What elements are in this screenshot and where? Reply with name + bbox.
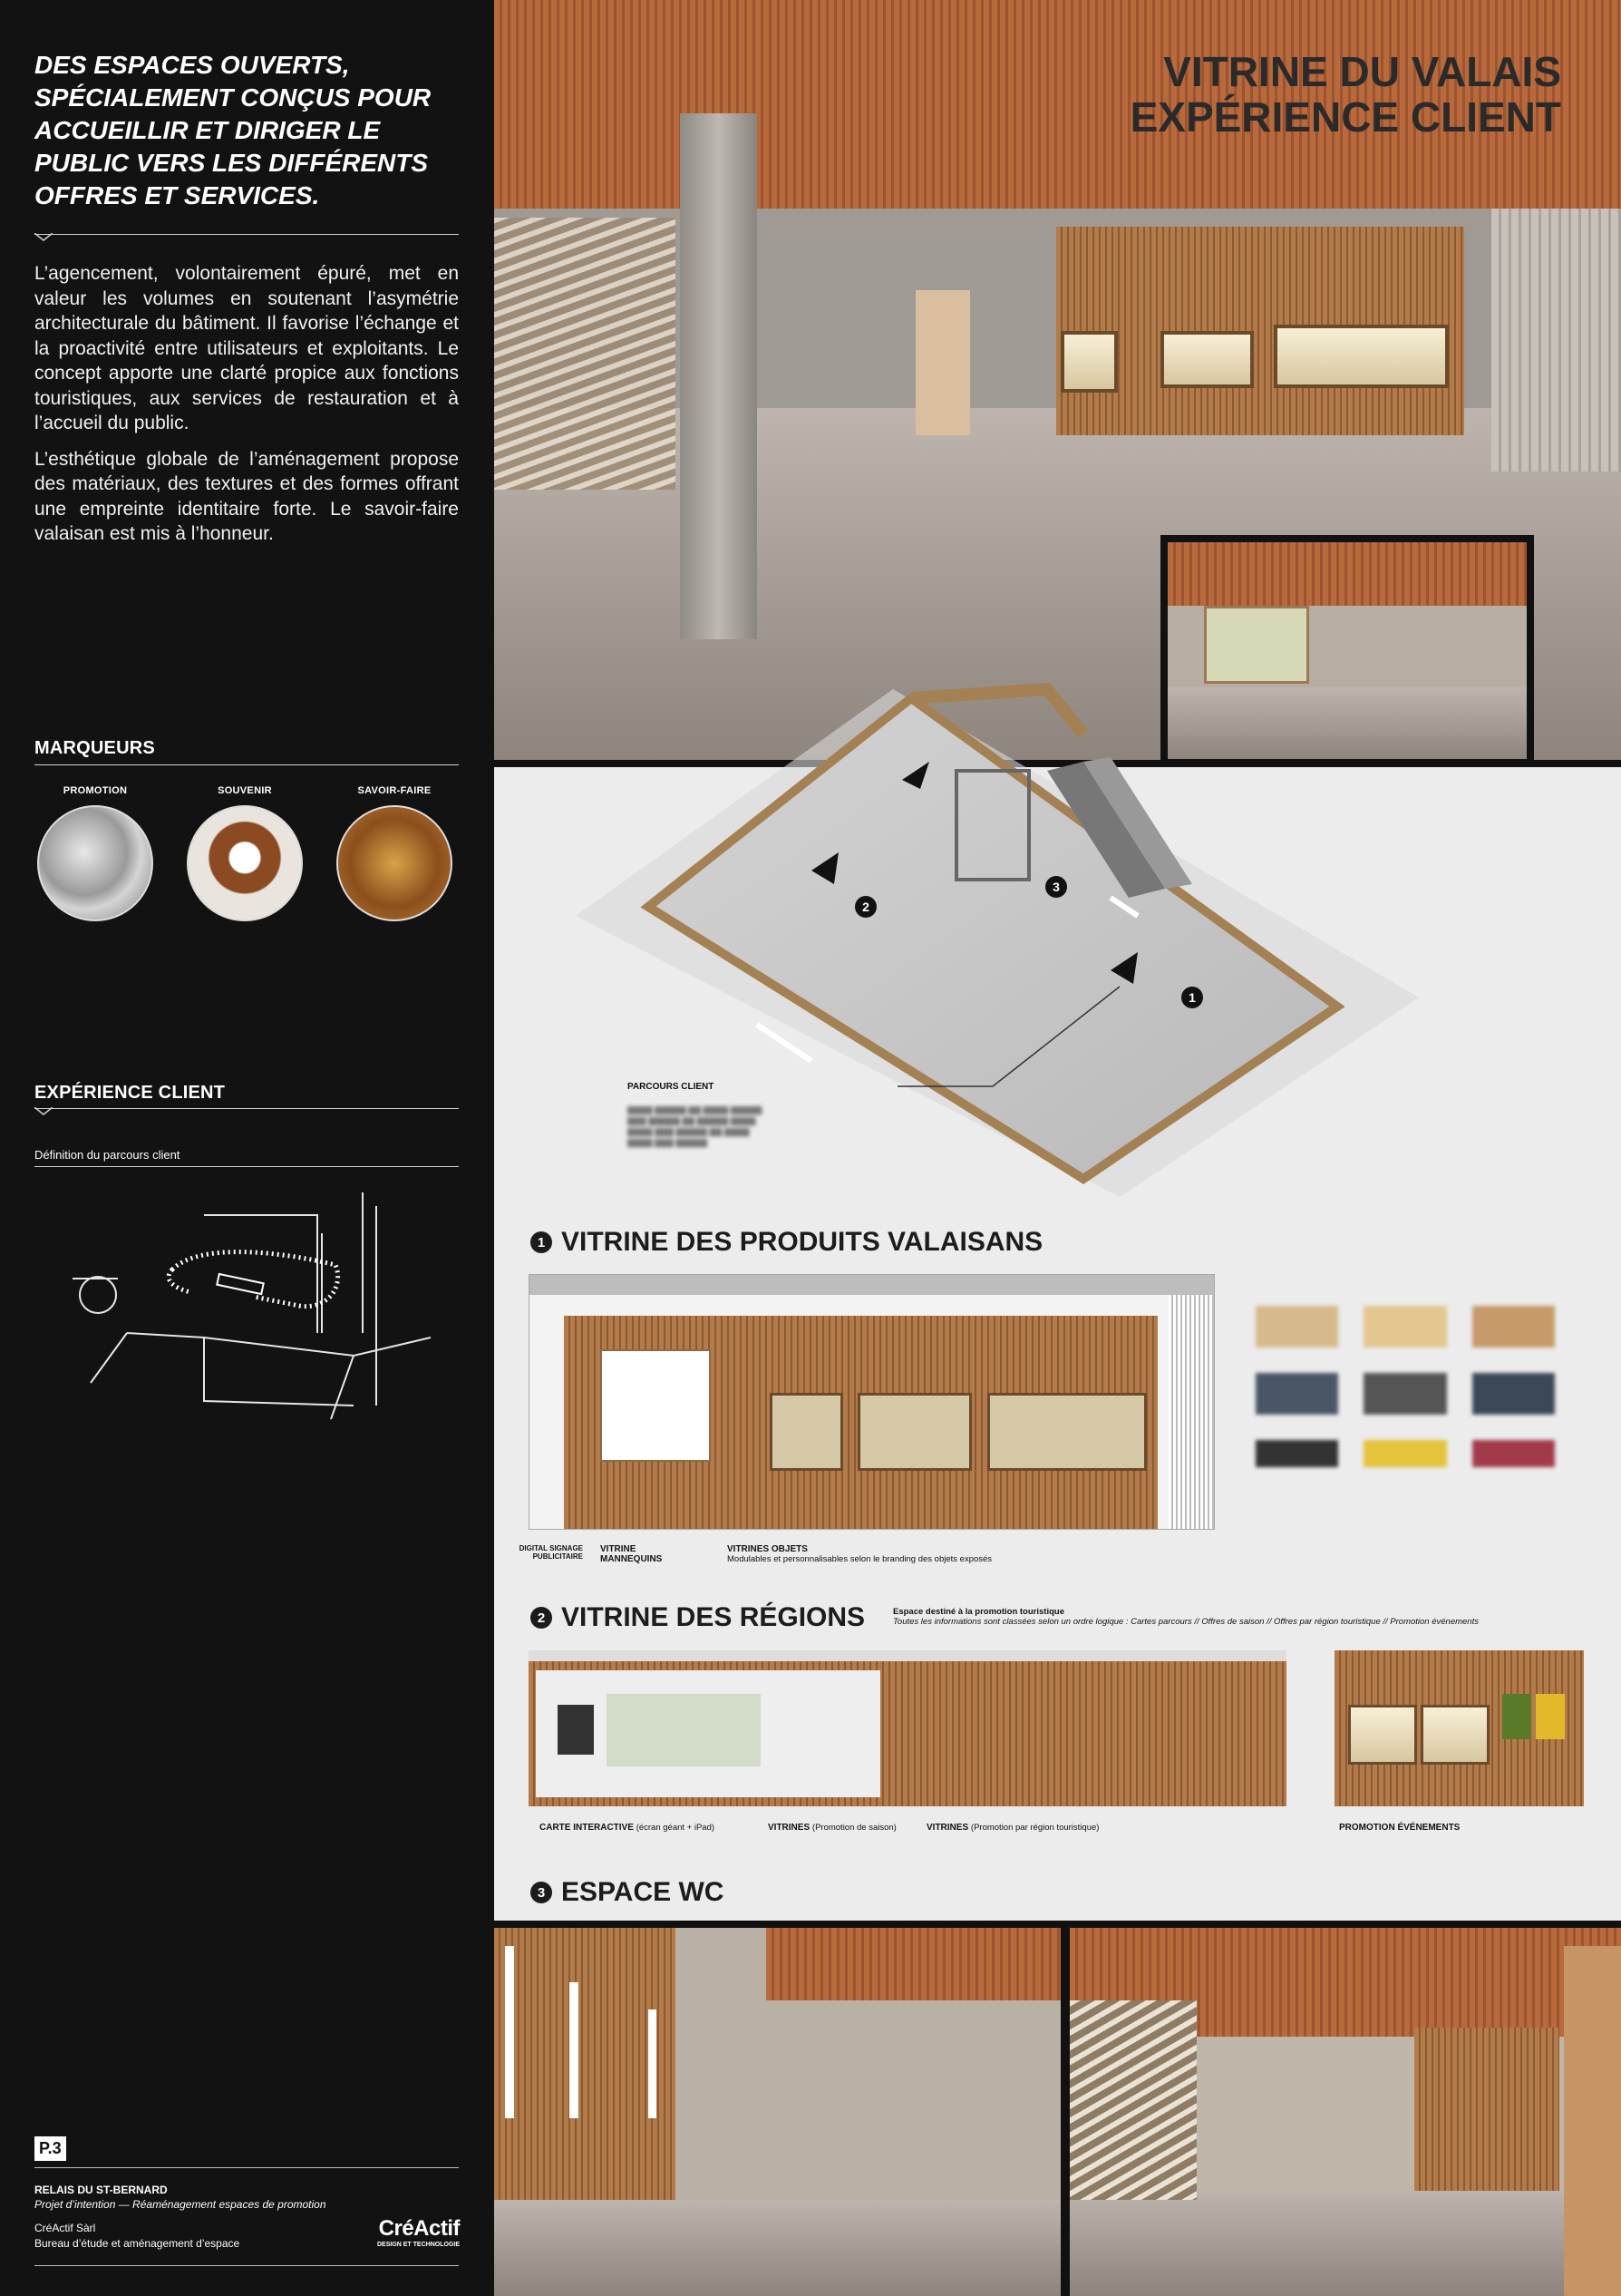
marker-souvenir bbox=[186, 785, 304, 921]
project-desc: Projet d’intention — Réaménagement espaces de promotion bbox=[34, 2198, 326, 2211]
objects-vitrine bbox=[858, 1393, 972, 1471]
marker-promotion bbox=[36, 785, 154, 921]
caption-objets bbox=[727, 1544, 992, 1564]
concrete-pillar bbox=[680, 113, 757, 639]
caption-mannequins: VITRINE MANNEQUINS bbox=[600, 1544, 663, 1564]
company-logo bbox=[377, 2216, 460, 2248]
slat-screen bbox=[1491, 209, 1621, 472]
headline bbox=[1131, 49, 1561, 140]
mannequin-window bbox=[600, 1349, 711, 1462]
objects-vitrine bbox=[770, 1393, 843, 1471]
caption-vitrines-region bbox=[927, 1823, 1099, 1833]
intro-title: DES ESPACES OUVERTS, SPÉCIALEMENT CONÇUS POUR ACCUEILLIR ET DIRIGER LE PUBLIC VERS LES DIFFÉRENTS OFFRES ET SERVICES. bbox=[34, 51, 432, 209]
markers-divider bbox=[34, 764, 459, 765]
intro-paragraph-2: L’esthétique globale de l’aménagement propose des matériaux, des textures et des formes offrant une empreinte identitaire forte. Le savoir-faire valaisan est mis à l’honneur. bbox=[34, 448, 459, 544]
event-poster bbox=[1502, 1694, 1531, 1739]
marker-savoir-faire bbox=[335, 785, 453, 921]
caption-promo-events: PROMOTION ÉVÉNEMENTS bbox=[1339, 1823, 1461, 1833]
divider bbox=[34, 234, 459, 235]
intro-paragraph-1: L’agencement, volontairement épuré, met en valeur les volumes en soutenant l’asymétrie architecturale du bâtiment. Il favorise l’échange et la proactivité entre utilisateurs et exploitants. Le concept apporte une clarté propice aux fonctions touristiques, aux services de restauration et à l’accueil du public. bbox=[34, 263, 459, 433]
logo-text: CréActif bbox=[378, 2216, 460, 2241]
marker-label: SOUVENIR bbox=[218, 785, 272, 796]
section-title-text: VITRINE DES RÉGIONS bbox=[561, 1602, 866, 1632]
inset-ceiling bbox=[1168, 542, 1527, 606]
regions-note bbox=[893, 1607, 1609, 1627]
light-strip bbox=[648, 2009, 656, 2118]
subtitle-divider bbox=[34, 1166, 459, 1167]
parcours-floorplan bbox=[54, 1188, 444, 1424]
headline-line-1: VITRINE DU VALAIS bbox=[1163, 48, 1561, 95]
caption-vitrines-saison-sub: (Promotion de saison) bbox=[811, 1823, 897, 1833]
section-number-badge: 3 bbox=[530, 1882, 552, 1903]
light-strip bbox=[569, 1982, 578, 2118]
section-number-badge: 2 bbox=[530, 1607, 552, 1629]
caption-carte-sub: (écran géant + iPad) bbox=[636, 1823, 715, 1833]
wc-renders bbox=[494, 1921, 1621, 2296]
divider-notch bbox=[34, 233, 53, 242]
caption-digital-signage: DIGITAL SIGNAGE PUBLICITAIRE bbox=[519, 1544, 583, 1561]
relief-map-image bbox=[37, 805, 153, 921]
section-title-text: VITRINE DES PRODUITS VALAISANS bbox=[561, 1227, 1043, 1257]
vitrine-produits-elevation bbox=[529, 1274, 1215, 1530]
display-niche bbox=[1421, 1705, 1490, 1765]
poster bbox=[916, 290, 970, 435]
wc-render-left bbox=[494, 1928, 1061, 2296]
parcours-title: PARCOURS CLIENT bbox=[627, 1082, 714, 1092]
section-2-title bbox=[530, 1602, 865, 1633]
elevation-ceiling bbox=[529, 1275, 1214, 1295]
project-name: RELAIS DU ST-BERNARD bbox=[34, 2184, 168, 2196]
portrait-poster bbox=[1564, 1946, 1621, 2296]
section-1-title bbox=[530, 1227, 1043, 1258]
light-strip bbox=[505, 1946, 514, 2118]
wc-floor bbox=[1070, 2191, 1621, 2296]
markers-title: MARQUEURS bbox=[34, 738, 155, 758]
staircase bbox=[494, 218, 675, 490]
promotion-events-wall bbox=[1335, 1650, 1584, 1806]
touch-screen bbox=[558, 1705, 594, 1755]
caption-carte bbox=[539, 1823, 714, 1833]
company-name: CréActif Sàrl bbox=[34, 2222, 96, 2234]
caption-carte-title: CARTE INTERACTIVE bbox=[539, 1823, 634, 1833]
event-poster bbox=[1536, 1694, 1565, 1739]
marker-label: PROMOTION bbox=[63, 785, 128, 796]
intro-body bbox=[34, 261, 459, 558]
footer-divider-bottom bbox=[34, 2265, 459, 2266]
caption-objets-sub: Modulables et personnalisables selon le branding des objets exposés bbox=[727, 1554, 993, 1564]
company-desc: Bureau d’étude et aménagement d’espace bbox=[34, 2237, 240, 2250]
parcours-text-blurred: ▇▇▇▇ ▇▇▇▇▇ ▇▇ ▇▇▇▇ ▇▇▇▇▇ ▇▇▇ ▇▇▇▇▇ ▇▇ ▇▇▇▇▇ ▇▇▇▇ ▇▇▇▇ ▇▇▇ ▇▇▇▇▇ ▇▇ ▇▇▇▇ ▇▇▇▇ ▇▇▇ ▇▇▇▇▇ bbox=[627, 1105, 762, 1147]
st-bernard-dog-image bbox=[187, 805, 303, 921]
vitrine-regions-elevation bbox=[529, 1650, 1286, 1806]
experience-title: EXPÉRIENCE CLIENT bbox=[34, 1083, 226, 1103]
logo-tagline: DESIGN ET TECHNOLOGIE bbox=[376, 2242, 460, 2248]
wc-render-right bbox=[1070, 1928, 1621, 2296]
regions-note-text: Toutes les informations sont classées selon un ordre logique : Cartes parcours // Offres de saison // Offres par région touristique // Promotion événements bbox=[893, 1617, 1479, 1627]
caption-objets-title: VITRINES OBJETS bbox=[727, 1544, 808, 1554]
display-niche bbox=[1061, 331, 1118, 393]
plan-marker-1: 1 bbox=[1189, 990, 1196, 1005]
product-thumbnails-blurred bbox=[1256, 1270, 1555, 1532]
plan-marker-2: 2 bbox=[862, 900, 869, 914]
footer-divider bbox=[34, 2167, 459, 2168]
page-number: P.3 bbox=[34, 2136, 66, 2161]
caption-vitrines-region-sub: (Promotion par région touristique) bbox=[970, 1823, 1100, 1833]
experience-subtitle: Définition du parcours client bbox=[34, 1148, 180, 1162]
experience-divider bbox=[34, 1108, 459, 1109]
wc-floor bbox=[494, 2200, 1061, 2296]
interactive-map bbox=[607, 1694, 761, 1766]
regions-note-title: Espace destiné à la promotion touristique bbox=[893, 1607, 1064, 1617]
main-panel bbox=[494, 0, 1621, 2296]
marker-label: SAVOIR-FAIRE bbox=[357, 785, 432, 796]
section-number-badge: 1 bbox=[530, 1231, 552, 1253]
display-niche bbox=[1274, 325, 1449, 388]
slat-screen bbox=[1169, 1295, 1214, 1529]
divider-notch bbox=[34, 1107, 53, 1116]
wc-wood-wall bbox=[1414, 2028, 1559, 2191]
sidebar bbox=[0, 0, 494, 2296]
caption-vitrines-saison bbox=[768, 1823, 897, 1833]
section-title-text: ESPACE WC bbox=[561, 1877, 724, 1907]
section-3-title bbox=[530, 1877, 723, 1908]
craft-image bbox=[336, 805, 452, 921]
staircase bbox=[1070, 2000, 1197, 2200]
wc-ceiling bbox=[766, 1928, 1061, 2000]
objects-vitrine bbox=[987, 1393, 1147, 1471]
headline-line-2: EXPÉRIENCE CLIENT bbox=[1130, 93, 1561, 141]
display-niche bbox=[1348, 1705, 1417, 1765]
display-niche bbox=[1160, 331, 1254, 388]
caption-vitrines-region-title: VITRINES bbox=[927, 1823, 969, 1833]
caption-vitrines-saison-title: VITRINES bbox=[768, 1823, 810, 1833]
plan-marker-3: 3 bbox=[1053, 880, 1060, 894]
